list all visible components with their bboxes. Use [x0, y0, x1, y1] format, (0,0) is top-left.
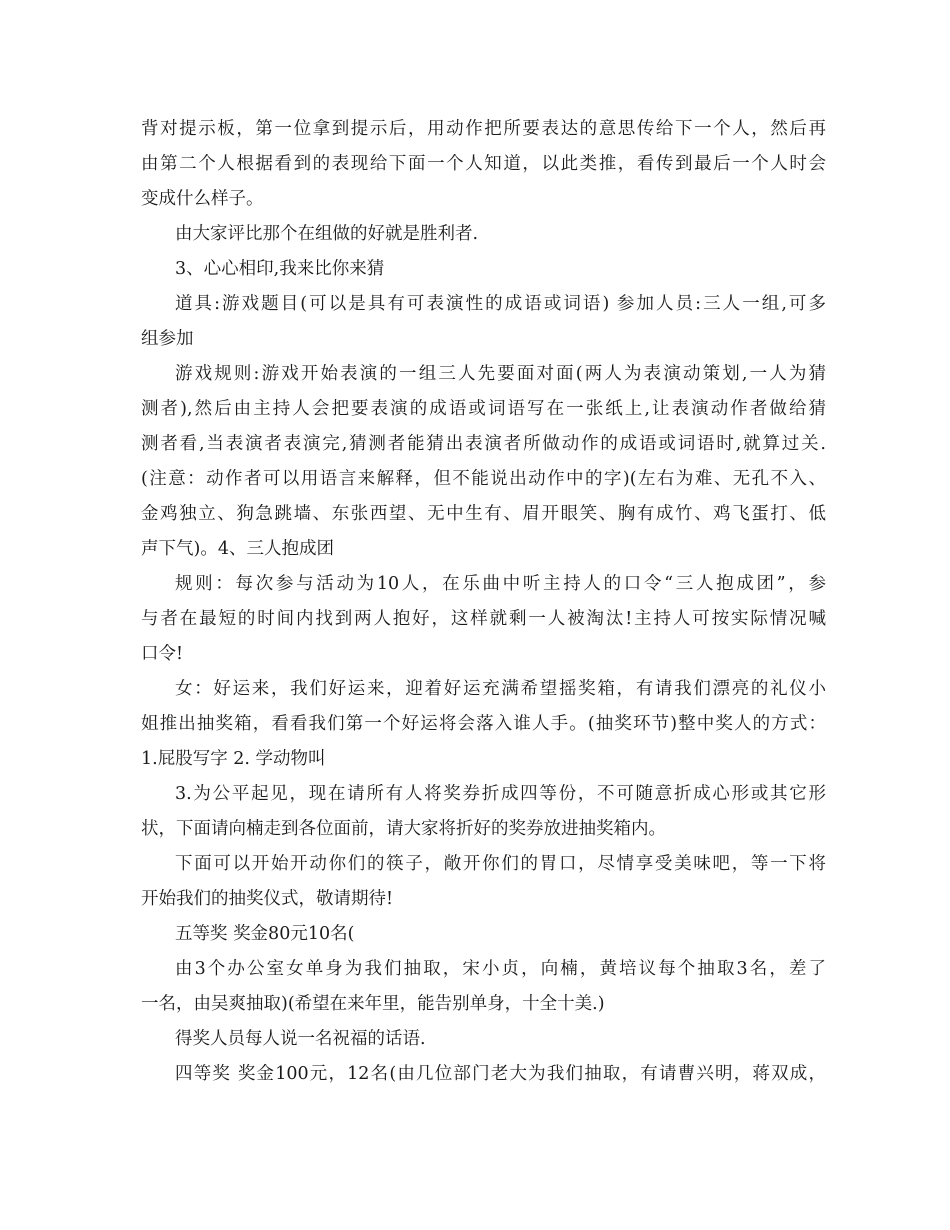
text-line: 口令!: [141, 644, 184, 664]
text-line: 测者),然后由主持人会把要表演的成语或词语写在一张纸上,让表演动作者做给猜: [141, 399, 826, 419]
section-heading: 3、心心相印,我来比你来猜: [175, 259, 385, 279]
text-line: 测者看,当表演者表演完,猜测者能猜出表演者所做动作的成语或词语时,就算过关.: [141, 434, 826, 454]
text-line: 状，下面请向楠走到各位面前，请大家将折好的奖券放进抽奖箱内。: [141, 819, 666, 839]
text-line: 声下气)。4、三人抱成团: [141, 539, 334, 559]
text-line: 道具:游戏题目(可以是具有可表演性的成语或词语) 参加人员:三人一组,可多: [175, 294, 826, 314]
text-line: 规则：每次参与活动为10人，在乐曲中听主持人的口令“三人抱成团”，参: [175, 574, 826, 594]
text-line: 3.为公平起见，现在请所有人将奖券折成四等份，不可随意折成心形或其它形: [175, 784, 826, 804]
text-line: 一名，由吴爽抽取)(希望在来年里，能告别单身，十全十美.): [141, 994, 605, 1014]
text-line: 下面可以开始开动你们的筷子，敞开你们的胃口，尽情享受美味吧，等一下将: [175, 854, 826, 874]
text-line: 由第二个人根据看到的表现给下面一个人知道，以此类推，看传到最后一个人时会: [141, 154, 826, 174]
document-body: [141, 112, 826, 1092]
text-line: 由大家评比那个在组做的好就是胜利者.: [175, 224, 479, 244]
text-line: 金鸡独立、狗急跳墙、东张西望、无中生有、眉开眼笑、胸有成竹、鸡飞蛋打、低: [141, 504, 826, 524]
prize-heading: 五等奖 奖金80元10名(: [175, 924, 355, 944]
text-line: 变成什么样子。: [141, 189, 264, 209]
prize-heading: 四等奖 奖金100元，12名(由几位部门老大为我们抽取，有请曹兴明，蒋双成，: [175, 1064, 826, 1084]
text-line: 女：好运来，我们好运来，迎着好运充满希望摇奖箱，有请我们漂亮的礼仪小: [175, 679, 826, 699]
text-line: 开始我们的抽奖仪式，敬请期待!: [141, 889, 394, 909]
text-line: 姐推出抽奖箱，看看我们第一个好运将会落入谁人手。(抽奖环节)整中奖人的方式：: [141, 714, 826, 734]
text-line: 与者在最短的时间内找到两人抱好，这样就剩一人被淘汰!主持人可按实际情况喊: [141, 609, 826, 629]
text-line: 1.屁股写字 2. 学动物叫: [141, 749, 326, 769]
text-line: 得奖人员每人说一名祝福的话语.: [175, 1029, 426, 1049]
text-line: 组参加: [141, 329, 194, 349]
text-line: (注意：动作者可以用语言来解释，但不能说出动作中的字)(左右为难、无孔不入、: [141, 469, 826, 489]
text-line: 游戏规则:游戏开始表演的一组三人先要面对面(两人为表演动策划,一人为猜: [175, 364, 826, 384]
text-line: 背对提示板，第一位拿到提示后，用动作把所要表达的意思传给下一个人，然后再: [141, 119, 826, 139]
text-line: 由3个办公室女单身为我们抽取，宋小贞，向楠，黄培议每个抽取3名，差了: [175, 959, 826, 979]
